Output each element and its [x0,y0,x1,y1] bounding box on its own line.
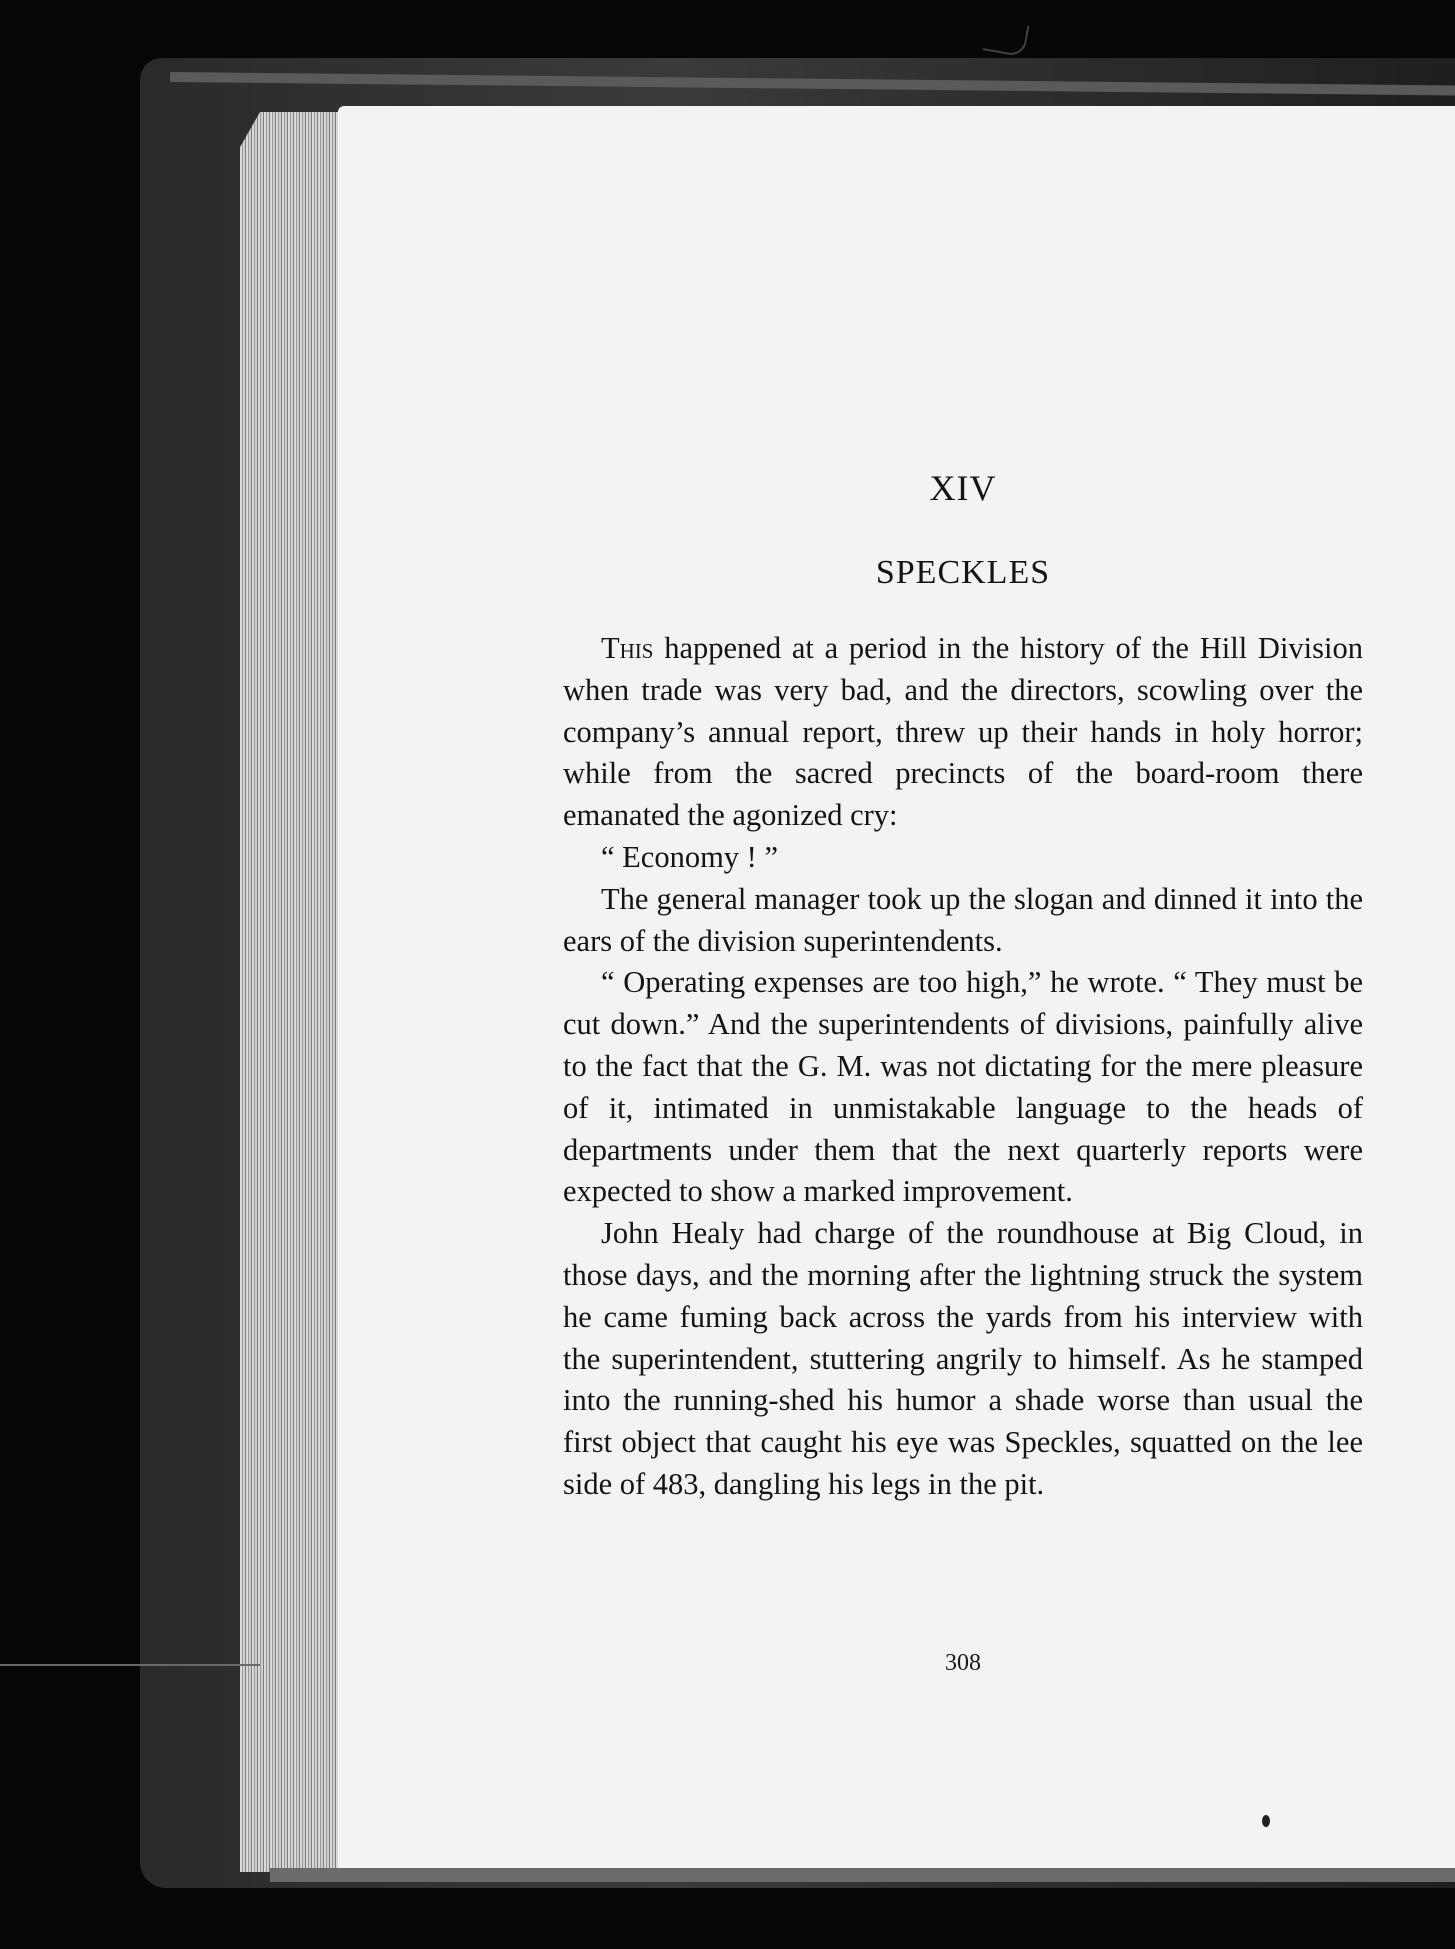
stray-pen-mark [983,19,1030,58]
paragraph-5: John Healy had charge of the roundhouse at Big Cloud, in those days, and the morning after the lightning struck the system he came fuming back across the yards from his interview with the superintendent, stuttering angrily to himself. As he stamped into the running-shed his humor a shade worse than usual the first object that caught his eye was Speckles, squatted on the lee side of 483, dangling his legs in the pit. [563,1216,1363,1501]
page-text-block [563,470,1363,1506]
page-fore-edges [240,112,340,1872]
chapter-title: SPECKLES [875,554,1051,591]
paragraph-2: “ Economy ! ” [601,839,778,874]
ink-speck [1262,1815,1270,1827]
paragraph-lead-word: This [601,631,654,665]
scan-scratch-line [0,1664,260,1666]
page-number: 308 [945,1650,981,1676]
paragraph-1-body: happened at a period in the history of the Hill Division when trade was very bad, and the directors, scowling over the company’s annual report, threw up their hands in holy horror; while from the sacred precincts of the board-room there emanated the agonized cry: [563,631,1363,833]
chapter-number: XIV [929,468,997,508]
paragraph-3: The general manager took up the slogan and dinned it into the ears of the division superintendents. [563,881,1363,958]
paragraph-4: “ Operating expenses are too high,” he wrote. “ They must be cut down.” And the superintendents of divisions, painfully alive to the fact that the G. M. was not dictating for the mere pleasure of it, intimated in unmistakable language to the heads of departments under them that the next quarterly reports were expected to show a marked improvement. [563,965,1363,1209]
paragraph-1 [563,628,1363,837]
page-bottom-edge [270,1868,1455,1882]
